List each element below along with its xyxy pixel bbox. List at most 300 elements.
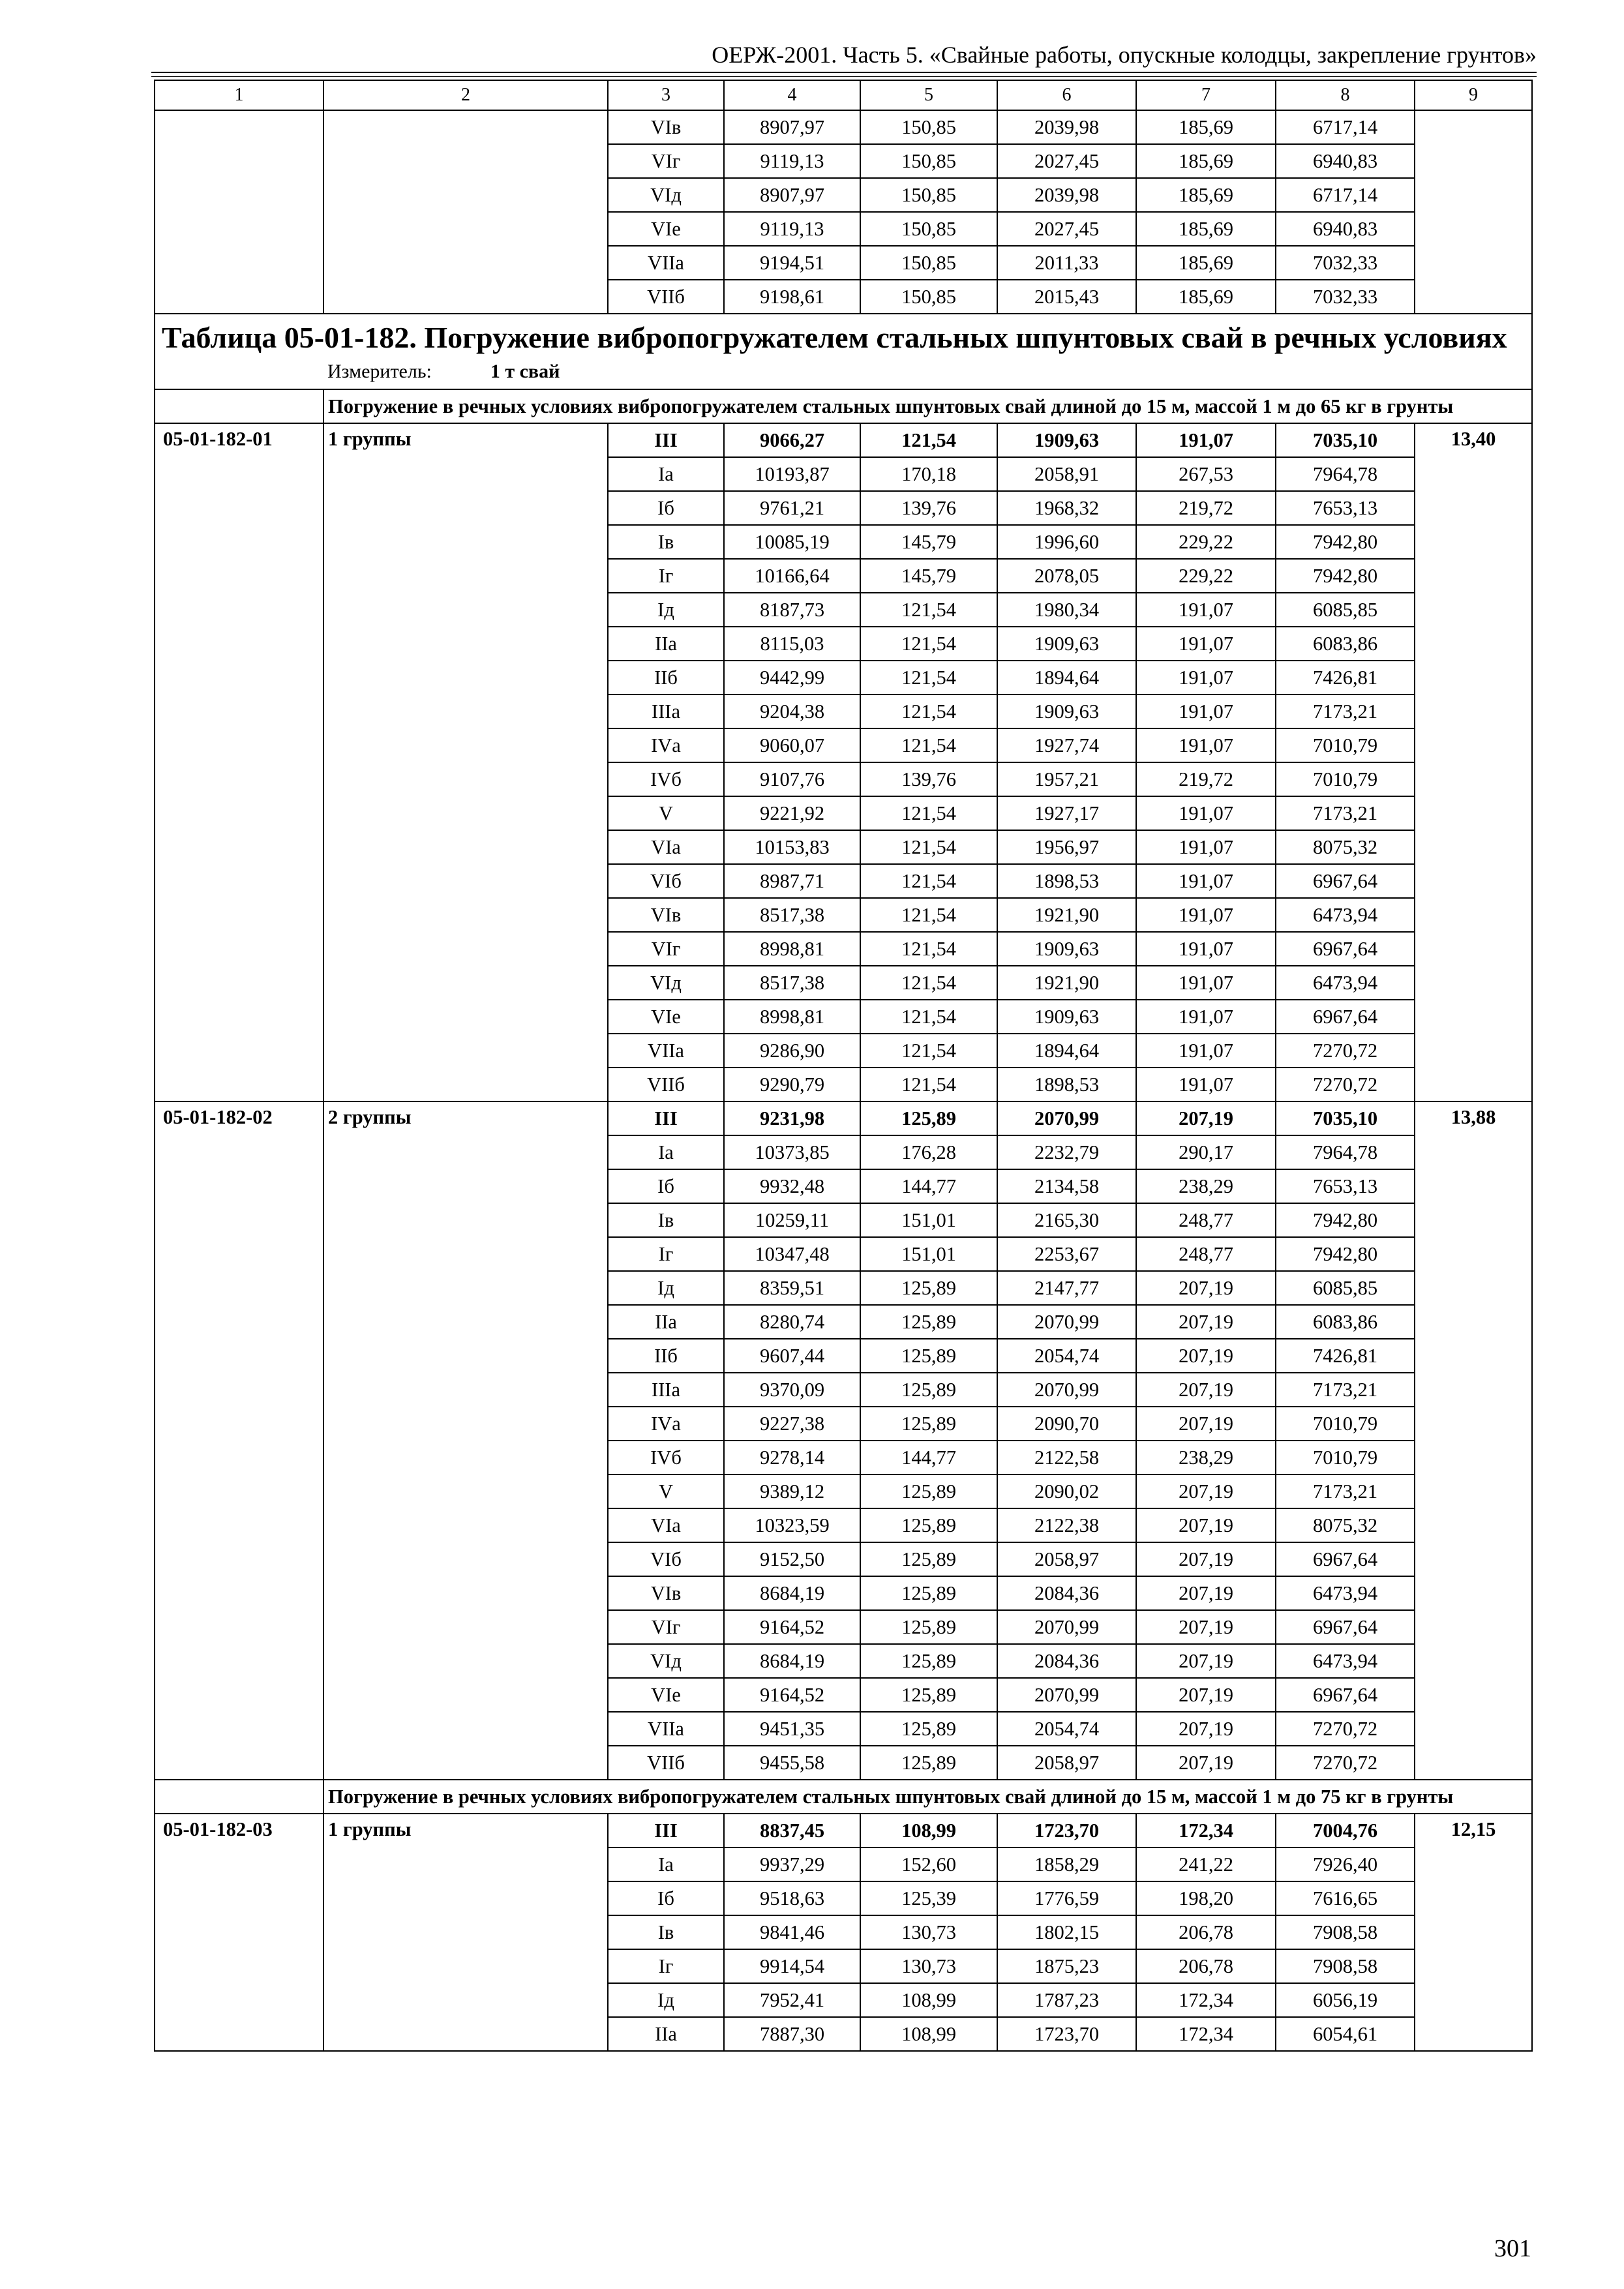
value-cell: 1909,63: [997, 1000, 1136, 1034]
value-cell: 150,85: [860, 144, 997, 178]
value-cell: 185,69: [1136, 246, 1276, 280]
value-cell: 191,07: [1136, 728, 1276, 762]
section-heading: Погружение в речных условиях вибропогружателем стальных шпунтовых свай длиной до 15 м, массой 1 м до 65 кг в грунты: [323, 389, 1532, 423]
value-cell: 176,28: [860, 1135, 997, 1169]
zone-cell: VIIб: [608, 1746, 724, 1780]
value-cell: 121,54: [860, 1000, 997, 1034]
value-cell: 7426,81: [1276, 661, 1415, 695]
value-cell: 139,76: [860, 491, 997, 525]
value-cell: 7035,10: [1276, 423, 1415, 457]
value-cell: 2070,99: [997, 1373, 1136, 1407]
measure-label: Измеритель:: [327, 361, 432, 382]
zone-cell: VIIа: [608, 1712, 724, 1746]
value-cell: 1909,63: [997, 423, 1136, 457]
labor-cell: [1415, 110, 1532, 314]
value-cell: 6473,94: [1276, 1644, 1415, 1678]
value-cell: 2011,33: [997, 246, 1136, 280]
value-cell: 8517,38: [724, 898, 860, 932]
value-cell: 206,78: [1136, 1915, 1276, 1949]
value-cell: 8280,74: [724, 1305, 860, 1339]
running-header: ОЕРЖ-2001. Часть 5. «Свайные работы, опускные колодцы, закрепление грунтов»: [712, 42, 1537, 68]
value-cell: 139,76: [860, 762, 997, 796]
value-cell: 144,77: [860, 1441, 997, 1474]
value-cell: 8517,38: [724, 966, 860, 1000]
value-cell: 2165,30: [997, 1203, 1136, 1237]
value-cell: 185,69: [1136, 212, 1276, 246]
value-cell: 9932,48: [724, 1169, 860, 1203]
value-cell: 121,54: [860, 966, 997, 1000]
value-cell: 10085,19: [724, 525, 860, 559]
page-number: 301: [1494, 2235, 1531, 2262]
value-cell: 150,85: [860, 280, 997, 314]
value-cell: 10373,85: [724, 1135, 860, 1169]
zone-cell: VIб: [608, 1542, 724, 1576]
group-cell: 1 группы: [323, 423, 608, 1101]
zone-cell: VIд: [608, 1644, 724, 1678]
value-cell: 125,89: [860, 1644, 997, 1678]
value-cell: 7942,80: [1276, 1237, 1415, 1271]
value-cell: 185,69: [1136, 280, 1276, 314]
value-cell: 8359,51: [724, 1271, 860, 1305]
value-cell: 108,99: [860, 1814, 997, 1848]
table-row: [155, 423, 1532, 457]
table-body: [155, 80, 1532, 2051]
value-cell: 8075,32: [1276, 830, 1415, 864]
value-cell: 207,19: [1136, 1474, 1276, 1508]
value-cell: 9221,92: [724, 796, 860, 830]
code-cell: [155, 110, 323, 314]
value-cell: 121,54: [860, 593, 997, 627]
value-cell: VIв: [608, 110, 724, 144]
value-cell: 125,89: [860, 1610, 997, 1644]
value-cell: 9198,61: [724, 280, 860, 314]
value-cell: 9937,29: [724, 1848, 860, 1881]
value-cell: 9060,07: [724, 728, 860, 762]
value-cell: 7173,21: [1276, 1474, 1415, 1508]
value-cell: 152,60: [860, 1848, 997, 1881]
value-cell: 1898,53: [997, 864, 1136, 898]
zone-cell: IVа: [608, 728, 724, 762]
value-cell: 9164,52: [724, 1610, 860, 1644]
value-cell: 290,17: [1136, 1135, 1276, 1169]
header-rule-thin: [151, 76, 1537, 77]
value-cell: 125,39: [860, 1881, 997, 1915]
table-title-row: [155, 314, 1532, 389]
value-cell: 121,54: [860, 796, 997, 830]
value-cell: 9455,58: [724, 1746, 860, 1780]
value-cell: 172,34: [1136, 1814, 1276, 1848]
value-cell: 6473,94: [1276, 966, 1415, 1000]
zone-cell: Iв: [608, 1203, 724, 1237]
zone-cell: Iв: [608, 525, 724, 559]
zone-cell: Iг: [608, 1949, 724, 1983]
value-cell: 2039,98: [997, 110, 1136, 144]
value-cell: 125,89: [860, 1373, 997, 1407]
zone-cell: III: [608, 423, 724, 457]
value-cell: 7616,65: [1276, 1881, 1415, 1915]
value-cell: 6940,83: [1276, 144, 1415, 178]
value-cell: 7908,58: [1276, 1949, 1415, 1983]
column-number: 7: [1136, 80, 1276, 110]
value-cell: 207,19: [1136, 1610, 1276, 1644]
value-cell: 9370,09: [724, 1373, 860, 1407]
measure-line: [162, 360, 1526, 383]
value-cell: 191,07: [1136, 593, 1276, 627]
value-cell: 7032,33: [1276, 280, 1415, 314]
value-cell: 1787,23: [997, 1983, 1136, 2017]
value-cell: 7270,72: [1276, 1712, 1415, 1746]
value-cell: 1980,34: [997, 593, 1136, 627]
value-cell: VIIб: [608, 280, 724, 314]
value-cell: 7426,81: [1276, 1339, 1415, 1373]
value-cell: 150,85: [860, 110, 997, 144]
zone-cell: IIа: [608, 1305, 724, 1339]
value-cell: 8187,73: [724, 593, 860, 627]
zone-cell: Iб: [608, 491, 724, 525]
value-cell: 9286,90: [724, 1034, 860, 1068]
value-cell: 9442,99: [724, 661, 860, 695]
zone-cell: Iв: [608, 1915, 724, 1949]
table-row: [155, 1814, 1532, 1848]
zone-cell: Iа: [608, 1135, 724, 1169]
value-cell: 7964,78: [1276, 1135, 1415, 1169]
zone-cell: IVа: [608, 1407, 724, 1441]
value-cell: 7173,21: [1276, 1373, 1415, 1407]
value-cell: 121,54: [860, 864, 997, 898]
value-cell: 1957,21: [997, 762, 1136, 796]
value-cell: 6054,61: [1276, 2017, 1415, 2051]
value-cell: 9231,98: [724, 1101, 860, 1135]
value-cell: 248,77: [1136, 1237, 1276, 1271]
value-cell: 9451,35: [724, 1712, 860, 1746]
zone-cell: III: [608, 1101, 724, 1135]
value-cell: 121,54: [860, 423, 997, 457]
zone-cell: VIе: [608, 1000, 724, 1034]
value-cell: 7926,40: [1276, 1848, 1415, 1881]
value-cell: 125,89: [860, 1576, 997, 1610]
value-cell: 125,89: [860, 1542, 997, 1576]
zone-cell: VIв: [608, 1576, 724, 1610]
column-number: 3: [608, 80, 724, 110]
value-cell: 121,54: [860, 695, 997, 728]
value-cell: 6717,14: [1276, 178, 1415, 212]
value-cell: 207,19: [1136, 1101, 1276, 1135]
zone-cell: Iб: [608, 1881, 724, 1915]
value-cell: 219,72: [1136, 762, 1276, 796]
value-cell: 1776,59: [997, 1881, 1136, 1915]
value-cell: 108,99: [860, 1983, 997, 2017]
value-cell: 2058,91: [997, 457, 1136, 491]
zone-cell: VIе: [608, 1678, 724, 1712]
value-cell: 9914,54: [724, 1949, 860, 1983]
value-cell: 238,29: [1136, 1169, 1276, 1203]
value-cell: 191,07: [1136, 966, 1276, 1000]
value-cell: 125,89: [860, 1678, 997, 1712]
value-cell: 8907,97: [724, 110, 860, 144]
value-cell: 2039,98: [997, 178, 1136, 212]
value-cell: 207,19: [1136, 1644, 1276, 1678]
value-cell: 2078,05: [997, 559, 1136, 593]
value-cell: 7887,30: [724, 2017, 860, 2051]
value-cell: 1909,63: [997, 695, 1136, 728]
value-cell: 6717,14: [1276, 110, 1415, 144]
zone-cell: VIб: [608, 864, 724, 898]
value-cell: 191,07: [1136, 796, 1276, 830]
value-cell: 1875,23: [997, 1949, 1136, 1983]
value-cell: 2070,99: [997, 1610, 1136, 1644]
value-cell: 9119,13: [724, 212, 860, 246]
zone-cell: IIб: [608, 1339, 724, 1373]
value-cell: 2232,79: [997, 1135, 1136, 1169]
group-cell: 1 группы: [323, 1814, 608, 2051]
value-cell: 191,07: [1136, 1034, 1276, 1068]
value-cell: 9290,79: [724, 1068, 860, 1101]
value-cell: 2015,43: [997, 280, 1136, 314]
value-cell: 151,01: [860, 1203, 997, 1237]
value-cell: 1898,53: [997, 1068, 1136, 1101]
value-cell: 8998,81: [724, 1000, 860, 1034]
value-cell: 6083,86: [1276, 627, 1415, 661]
value-cell: 7004,76: [1276, 1814, 1415, 1848]
value-cell: 207,19: [1136, 1305, 1276, 1339]
value-cell: 108,99: [860, 2017, 997, 2051]
value-cell: 1894,64: [997, 661, 1136, 695]
value-cell: 121,54: [860, 1068, 997, 1101]
value-cell: 6967,64: [1276, 864, 1415, 898]
value-cell: 6056,19: [1276, 1983, 1415, 2017]
value-cell: 130,73: [860, 1915, 997, 1949]
table-row: [155, 1101, 1532, 1135]
zone-cell: V: [608, 796, 724, 830]
value-cell: 10259,11: [724, 1203, 860, 1237]
value-cell: 191,07: [1136, 1000, 1276, 1034]
value-cell: 10193,87: [724, 457, 860, 491]
value-cell: 2090,02: [997, 1474, 1136, 1508]
value-cell: 1996,60: [997, 525, 1136, 559]
value-cell: 1909,63: [997, 627, 1136, 661]
code-cell: 05-01-182-02: [155, 1101, 323, 1780]
labor-cell: 13,40: [1415, 423, 1532, 1101]
value-cell: 9107,76: [724, 762, 860, 796]
value-cell: 8684,19: [724, 1576, 860, 1610]
value-cell: 1927,17: [997, 796, 1136, 830]
value-cell: 7908,58: [1276, 1915, 1415, 1949]
zone-cell: IIа: [608, 2017, 724, 2051]
value-cell: 248,77: [1136, 1203, 1276, 1237]
value-cell: 8987,71: [724, 864, 860, 898]
empty-cell: [155, 389, 323, 423]
labor-cell: 13,88: [1415, 1101, 1532, 1780]
value-cell: 121,54: [860, 1034, 997, 1068]
value-cell: 10153,83: [724, 830, 860, 864]
value-cell: 2084,36: [997, 1644, 1136, 1678]
value-cell: 125,89: [860, 1339, 997, 1373]
value-cell: 125,89: [860, 1271, 997, 1305]
value-cell: 2058,97: [997, 1542, 1136, 1576]
column-number: 2: [323, 80, 608, 110]
value-cell: 8837,45: [724, 1814, 860, 1848]
value-cell: 7964,78: [1276, 457, 1415, 491]
column-number: 4: [724, 80, 860, 110]
value-cell: 1968,32: [997, 491, 1136, 525]
value-cell: 1927,74: [997, 728, 1136, 762]
value-cell: 191,07: [1136, 627, 1276, 661]
value-cell: 6083,86: [1276, 1305, 1415, 1339]
value-cell: 8075,32: [1276, 1508, 1415, 1542]
value-cell: 6967,64: [1276, 932, 1415, 966]
value-cell: 7032,33: [1276, 246, 1415, 280]
value-cell: 151,01: [860, 1237, 997, 1271]
value-cell: 121,54: [860, 728, 997, 762]
value-cell: 9119,13: [724, 144, 860, 178]
value-cell: 207,19: [1136, 1712, 1276, 1746]
zone-cell: Iд: [608, 1983, 724, 2017]
value-cell: 7173,21: [1276, 796, 1415, 830]
zone-cell: Iа: [608, 1848, 724, 1881]
value-cell: 121,54: [860, 627, 997, 661]
value-cell: 191,07: [1136, 423, 1276, 457]
table-row: [155, 110, 1532, 144]
value-cell: 6473,94: [1276, 1576, 1415, 1610]
column-number-row: [155, 80, 1532, 110]
value-cell: 144,77: [860, 1169, 997, 1203]
value-cell: 6940,83: [1276, 212, 1415, 246]
value-cell: 7010,79: [1276, 728, 1415, 762]
value-cell: 172,34: [1136, 2017, 1276, 2051]
value-cell: 8115,03: [724, 627, 860, 661]
value-cell: 191,07: [1136, 864, 1276, 898]
value-cell: 2070,99: [997, 1305, 1136, 1339]
value-cell: 9841,46: [724, 1915, 860, 1949]
value-cell: 9278,14: [724, 1441, 860, 1474]
code-cell: 05-01-182-01: [155, 423, 323, 1101]
value-cell: 121,54: [860, 898, 997, 932]
zone-cell: IVб: [608, 762, 724, 796]
value-cell: 1909,63: [997, 932, 1136, 966]
value-cell: 6085,85: [1276, 1271, 1415, 1305]
value-cell: 207,19: [1136, 1407, 1276, 1441]
value-cell: 206,78: [1136, 1949, 1276, 1983]
value-cell: 7035,10: [1276, 1101, 1415, 1135]
value-cell: 219,72: [1136, 491, 1276, 525]
value-cell: 150,85: [860, 178, 997, 212]
value-cell: 191,07: [1136, 932, 1276, 966]
value-cell: 7270,72: [1276, 1034, 1415, 1068]
value-cell: 8998,81: [724, 932, 860, 966]
value-cell: 130,73: [860, 1949, 997, 1983]
column-number: 8: [1276, 80, 1415, 110]
column-number: 5: [860, 80, 997, 110]
zone-cell: VIв: [608, 898, 724, 932]
value-cell: 7010,79: [1276, 762, 1415, 796]
value-cell: 125,89: [860, 1746, 997, 1780]
zone-cell: VIа: [608, 830, 724, 864]
value-cell: 150,85: [860, 246, 997, 280]
value-cell: 191,07: [1136, 661, 1276, 695]
value-cell: 229,22: [1136, 559, 1276, 593]
value-cell: 6085,85: [1276, 593, 1415, 627]
zone-cell: VIг: [608, 1610, 724, 1644]
zone-cell: VIIа: [608, 1034, 724, 1068]
value-cell: 145,79: [860, 559, 997, 593]
value-cell: 207,19: [1136, 1746, 1276, 1780]
value-cell: 125,89: [860, 1508, 997, 1542]
value-cell: 9761,21: [724, 491, 860, 525]
value-cell: 10166,64: [724, 559, 860, 593]
value-cell: 6967,64: [1276, 1000, 1415, 1034]
value-cell: 125,89: [860, 1407, 997, 1441]
value-cell: 2027,45: [997, 144, 1136, 178]
value-cell: 7942,80: [1276, 1203, 1415, 1237]
group-cell: [323, 110, 608, 314]
value-cell: 170,18: [860, 457, 997, 491]
value-cell: 1802,15: [997, 1915, 1136, 1949]
value-cell: 1956,97: [997, 830, 1136, 864]
zone-cell: IIа: [608, 627, 724, 661]
value-cell: 2070,99: [997, 1101, 1136, 1135]
value-cell: 207,19: [1136, 1373, 1276, 1407]
value-cell: 8684,19: [724, 1644, 860, 1678]
value-cell: 125,89: [860, 1712, 997, 1746]
value-cell: 267,53: [1136, 457, 1276, 491]
zone-cell: IIIа: [608, 695, 724, 728]
zone-cell: VIд: [608, 966, 724, 1000]
zone-cell: VIг: [608, 932, 724, 966]
value-cell: 2147,77: [997, 1271, 1136, 1305]
zone-cell: V: [608, 1474, 724, 1508]
value-cell: 7010,79: [1276, 1407, 1415, 1441]
value-cell: 185,69: [1136, 110, 1276, 144]
value-cell: 7270,72: [1276, 1746, 1415, 1780]
value-cell: 10323,59: [724, 1508, 860, 1542]
value-cell: 191,07: [1136, 695, 1276, 728]
value-cell: 172,34: [1136, 1983, 1276, 2017]
value-cell: 9227,38: [724, 1407, 860, 1441]
value-cell: 207,19: [1136, 1508, 1276, 1542]
zone-cell: Iд: [608, 1271, 724, 1305]
zone-cell: Iд: [608, 593, 724, 627]
price-table: [154, 80, 1533, 2052]
value-cell: 145,79: [860, 525, 997, 559]
code-cell: 05-01-182-03: [155, 1814, 323, 2051]
value-cell: 7010,79: [1276, 1441, 1415, 1474]
value-cell: 1894,64: [997, 1034, 1136, 1068]
value-cell: 2084,36: [997, 1576, 1136, 1610]
value-cell: 7653,13: [1276, 1169, 1415, 1203]
value-cell: 2070,99: [997, 1678, 1136, 1712]
value-cell: 207,19: [1136, 1271, 1276, 1305]
zone-cell: IVб: [608, 1441, 724, 1474]
zone-cell: Iг: [608, 559, 724, 593]
value-cell: 185,69: [1136, 178, 1276, 212]
value-cell: 6473,94: [1276, 898, 1415, 932]
value-cell: 9204,38: [724, 695, 860, 728]
value-cell: VIе: [608, 212, 724, 246]
value-cell: 1921,90: [997, 898, 1136, 932]
value-cell: 6967,64: [1276, 1610, 1415, 1644]
value-cell: 1723,70: [997, 1814, 1136, 1848]
column-number: 6: [997, 80, 1136, 110]
value-cell: 207,19: [1136, 1339, 1276, 1373]
value-cell: 150,85: [860, 212, 997, 246]
section-heading-row: [155, 1780, 1532, 1814]
value-cell: 9607,44: [724, 1339, 860, 1373]
value-cell: 198,20: [1136, 1881, 1276, 1915]
value-cell: 207,19: [1136, 1678, 1276, 1712]
zone-cell: IIIа: [608, 1373, 724, 1407]
value-cell: 207,19: [1136, 1542, 1276, 1576]
value-cell: 6967,64: [1276, 1542, 1415, 1576]
